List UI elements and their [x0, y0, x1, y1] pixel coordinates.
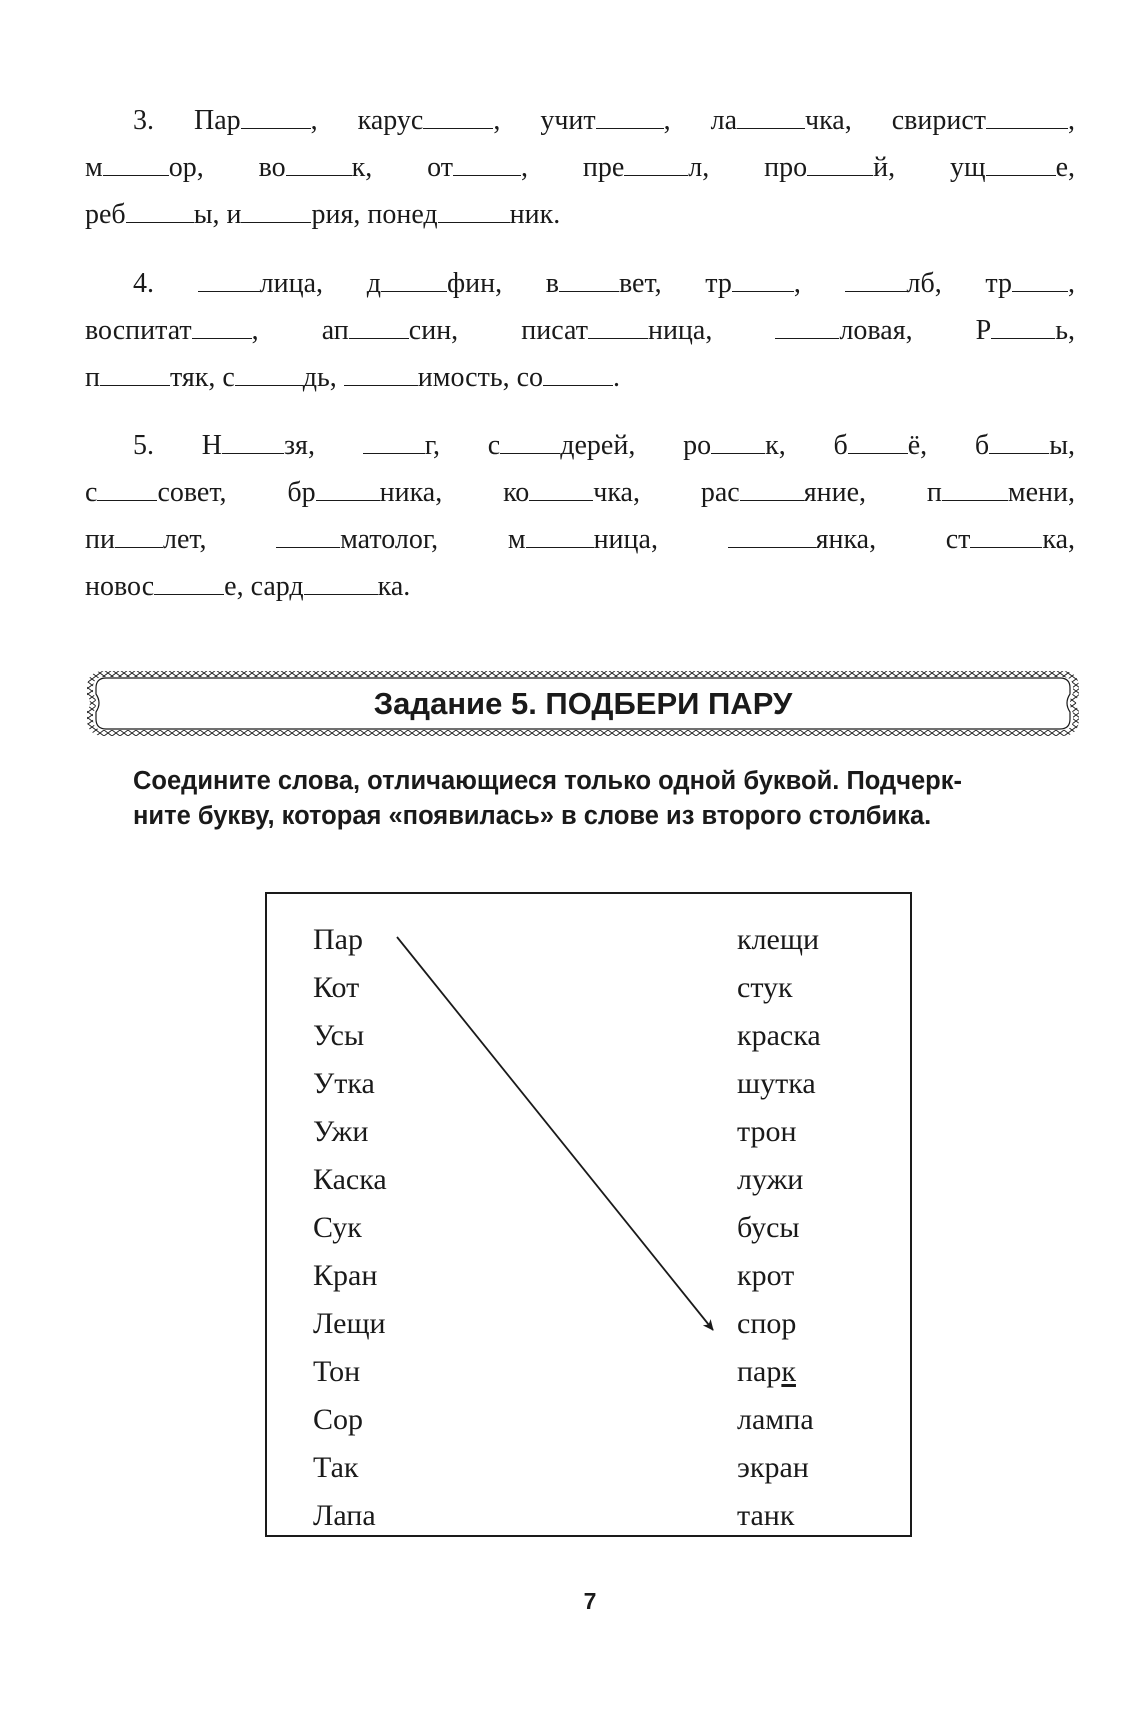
word-fragment: дерей, ро — [560, 430, 712, 461]
fill-in-blank[interactable] — [103, 149, 169, 176]
word-fragment: ы, — [1049, 430, 1075, 461]
word-fragment: , — [1068, 105, 1075, 136]
fill-in-blank[interactable] — [344, 359, 418, 386]
word-fragment: ы, и — [193, 199, 242, 230]
word-fragment: к, б — [765, 430, 848, 461]
exercise-line — [85, 422, 1075, 469]
word-fragment: 5. Н — [133, 430, 222, 461]
task-instruction — [133, 764, 1093, 834]
right-word[interactable]: трон — [737, 1115, 797, 1148]
word-fragment: имость, со — [417, 362, 544, 393]
right-word[interactable]: спор — [737, 1307, 797, 1340]
left-word-column — [313, 916, 387, 1540]
fill-in-blank[interactable] — [115, 521, 163, 548]
left-word[interactable]: Сор — [313, 1403, 364, 1436]
exercise-5 — [85, 422, 1075, 610]
fill-in-blank[interactable] — [624, 149, 688, 176]
fill-in-blank[interactable] — [276, 521, 340, 548]
fill-in-blank[interactable] — [222, 427, 284, 454]
word-fragment: тяк, с — [169, 362, 235, 393]
word-fragment: . — [613, 362, 621, 393]
word-fragment: ё, б — [907, 430, 990, 461]
fill-in-blank[interactable] — [438, 196, 510, 223]
example-word-stem: пар — [737, 1355, 782, 1388]
left-word[interactable]: Пар — [313, 923, 363, 956]
right-word[interactable]: бусы — [737, 1211, 800, 1244]
exercise-line — [85, 97, 1075, 144]
fill-in-blank[interactable] — [423, 102, 493, 129]
word-fragment: яние, п — [803, 477, 942, 508]
task-banner — [84, 670, 1082, 737]
fill-in-blank[interactable] — [732, 265, 794, 292]
word-fragment: пи — [85, 524, 115, 555]
left-word[interactable]: Сук — [313, 1211, 362, 1244]
right-word[interactable]: крот — [737, 1259, 795, 1292]
word-fragment: , учит — [493, 105, 596, 136]
left-word[interactable]: Лапа — [313, 1499, 376, 1532]
word-fragment: ка. — [377, 571, 411, 602]
instruction-line: ните букву, которая «появилась» в слове из второго столбика. — [133, 802, 932, 830]
fill-in-blank[interactable] — [596, 102, 664, 129]
word-fragment: , — [793, 268, 845, 299]
word-fragment: ник. — [509, 199, 561, 230]
right-word-column — [737, 916, 821, 1540]
word-fragment: новос — [85, 571, 155, 602]
fill-in-blank[interactable] — [241, 196, 311, 223]
word-fragment: е, — [1055, 152, 1076, 183]
word-fragment: матолог, м — [340, 524, 526, 555]
fill-in-blank[interactable] — [559, 265, 619, 292]
right-word[interactable]: лужи — [737, 1163, 804, 1196]
page-number: 7 — [583, 1588, 597, 1614]
word-fragment: вет, тр — [618, 268, 732, 299]
fill-in-blank[interactable] — [241, 102, 311, 129]
word-fragment: фин, в — [446, 268, 559, 299]
fill-in-blank[interactable] — [526, 521, 594, 548]
fill-in-blank[interactable] — [500, 427, 560, 454]
fill-in-blank[interactable] — [363, 427, 425, 454]
exercise-line — [85, 144, 1075, 191]
fill-in-blank[interactable] — [807, 149, 873, 176]
exercise-line — [85, 307, 1075, 354]
fill-in-blank[interactable] — [740, 474, 804, 501]
fill-in-blank[interactable] — [97, 474, 157, 501]
exercise-line — [85, 516, 1075, 563]
word-fragment: , ап — [251, 315, 349, 346]
word-fragment: , пре — [521, 152, 625, 183]
exercise-4 — [85, 260, 1075, 401]
word-fragment: м — [85, 152, 103, 183]
word-fragment: мени, — [1007, 477, 1075, 508]
fill-in-blank[interactable] — [198, 265, 260, 292]
fill-in-blank[interactable] — [989, 427, 1049, 454]
word-fragment: е, сард — [224, 571, 304, 602]
fill-in-blank[interactable] — [848, 427, 908, 454]
exercise-line — [85, 260, 1075, 307]
word-fragment: реб — [85, 199, 126, 230]
right-word[interactable]: шутка — [737, 1067, 816, 1100]
right-word[interactable]: клещи — [737, 923, 820, 956]
fill-in-blank[interactable] — [349, 312, 409, 339]
fill-in-blank[interactable] — [588, 312, 648, 339]
word-fragment: й, ущ — [873, 152, 986, 183]
word-fragment: лет, — [162, 524, 277, 555]
word-fragment: ь, — [1055, 315, 1076, 346]
right-word[interactable]: экран — [737, 1451, 809, 1484]
word-fragment: ка, — [1042, 524, 1076, 555]
fill-in-blank[interactable] — [529, 474, 593, 501]
word-fragment: син, писат — [408, 315, 588, 346]
fill-in-blank[interactable] — [304, 568, 378, 595]
word-fragment: ница, — [593, 524, 728, 555]
word-fragment: лб, тр — [906, 268, 1012, 299]
fill-in-blank[interactable] — [991, 312, 1055, 339]
word-fragment: , — [1068, 268, 1075, 299]
word-fragment: ника, ко — [379, 477, 530, 508]
word-fragment: дь, — [302, 362, 344, 393]
right-word[interactable]: краска — [737, 1019, 821, 1052]
word-fragment: , ла — [663, 105, 738, 136]
word-fragment: с — [85, 477, 98, 508]
fill-in-blank[interactable] — [845, 265, 907, 292]
word-fragment: рия, понед — [311, 199, 438, 230]
right-word[interactable]: лампа — [737, 1403, 814, 1436]
matching-table — [265, 892, 912, 1537]
fill-in-blank[interactable] — [986, 102, 1068, 129]
left-word[interactable]: Усы — [313, 1019, 365, 1052]
fill-in-blank[interactable] — [192, 312, 252, 339]
underlined-letter: к — [781, 1355, 796, 1388]
fill-in-blank[interactable] — [543, 359, 613, 386]
right-word[interactable]: танк — [737, 1499, 795, 1532]
left-word[interactable]: Тон — [313, 1355, 361, 1388]
word-fragment: , карус — [310, 105, 424, 136]
word-fragment: воспитат — [85, 315, 192, 346]
fill-in-blank[interactable] — [286, 149, 352, 176]
word-fragment: чка, рас — [593, 477, 740, 508]
word-fragment: чка, свирист — [805, 105, 986, 136]
fill-in-blank[interactable] — [453, 149, 521, 176]
word-fragment: 3. Пар — [133, 105, 241, 136]
exercise-line — [85, 469, 1075, 516]
fill-in-blank[interactable] — [775, 312, 839, 339]
fill-in-blank[interactable] — [986, 149, 1056, 176]
word-fragment: ор, во — [168, 152, 286, 183]
exercise-3 — [85, 97, 1075, 238]
fill-in-blank[interactable] — [711, 427, 765, 454]
left-word[interactable]: Ужи — [313, 1115, 369, 1148]
left-word[interactable]: Каска — [313, 1163, 387, 1196]
exercise-line — [85, 191, 1075, 238]
fill-in-blank[interactable] — [235, 359, 303, 386]
exercise-line — [85, 563, 1075, 610]
word-fragment: ница, — [647, 315, 776, 346]
fill-in-blank[interactable] — [126, 196, 194, 223]
left-word[interactable]: Так — [313, 1451, 359, 1484]
word-fragment: янка, ст — [815, 524, 971, 555]
left-word[interactable]: Лещи — [313, 1307, 386, 1340]
word-fragment: зя, — [284, 430, 363, 461]
fill-in-blank[interactable] — [728, 521, 816, 548]
fill-in-blank[interactable] — [737, 102, 805, 129]
left-word[interactable]: Кран — [313, 1259, 378, 1292]
right-word[interactable] — [737, 1348, 821, 1396]
fill-in-blank[interactable] — [381, 265, 447, 292]
fill-in-blank[interactable] — [942, 474, 1008, 501]
left-word[interactable]: Кот — [313, 971, 360, 1004]
fill-in-blank[interactable] — [154, 568, 224, 595]
left-word[interactable]: Утка — [313, 1067, 375, 1100]
fill-in-blank[interactable] — [970, 521, 1042, 548]
word-fragment: ловая, Р — [839, 315, 992, 346]
fill-in-blank[interactable] — [1012, 265, 1068, 292]
word-fragment: лица, д — [259, 268, 381, 299]
word-fragment: к, от — [351, 152, 453, 183]
word-fragment: п — [85, 362, 100, 393]
word-fragment: л, про — [688, 152, 808, 183]
fill-in-blank[interactable] — [316, 474, 380, 501]
right-word[interactable]: стук — [737, 971, 793, 1004]
instruction-line: Соедините слова, отличающиеся только одной буквой. Подчерк- — [133, 767, 963, 795]
word-fragment: 4. — [133, 268, 198, 299]
word-fragment: совет, бр — [157, 477, 316, 508]
word-fragment: г, с — [424, 430, 501, 461]
fill-in-blank[interactable] — [100, 359, 170, 386]
task-title: Задание 5. ПОДБЕРИ ПАРУ — [373, 686, 793, 721]
exercise-line — [85, 354, 1075, 401]
